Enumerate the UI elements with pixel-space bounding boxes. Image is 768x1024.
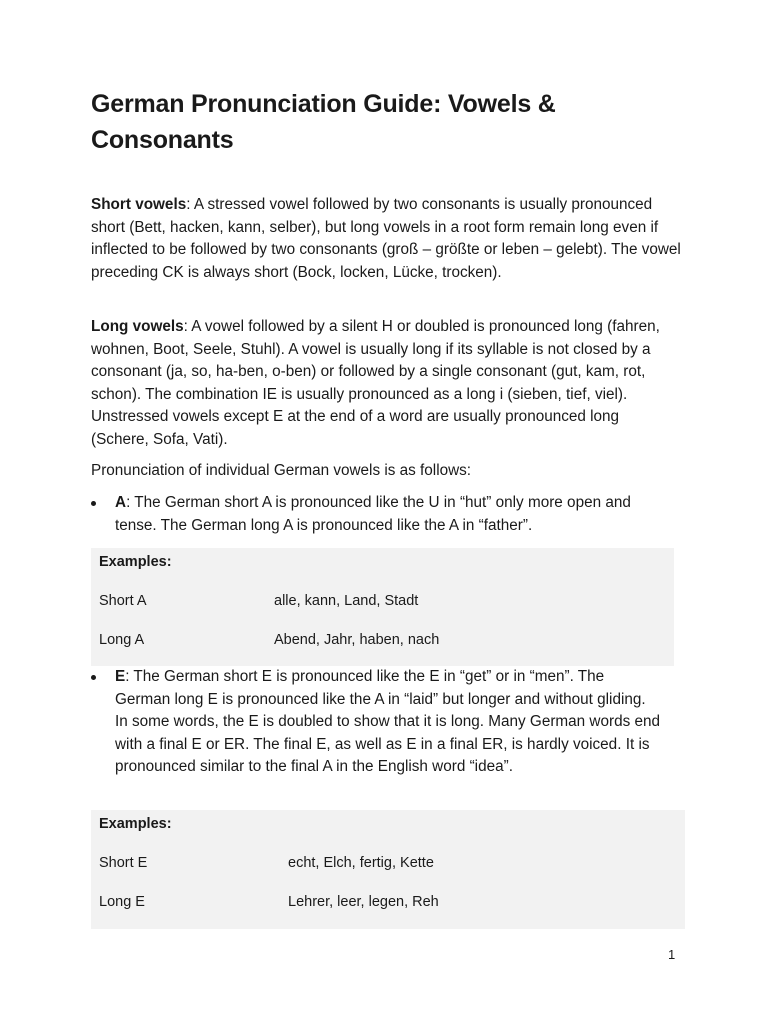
example-words: alle, kann, Land, Stadt (274, 593, 419, 609)
examples-box-e (91, 810, 685, 929)
page-number: 1 (668, 947, 676, 962)
example-words: Abend, Jahr, haben, nach (274, 632, 440, 648)
example-row (99, 894, 439, 910)
example-words: Lehrer, leer, legen, Reh (288, 894, 439, 910)
bullet-dot-icon (91, 501, 96, 506)
bullet-e-description: : The German short E is pronounced like the E in “get” or in “men”. The German long E is pronounced like the A in “laid” but longer and without gliding. In some words, the E is doubled to show that it is long. Many German words end with a final E or ER. The final E, as well as E in a final ER, is hardly voiced. It is pronounced similar to the final A in the English word “idea”. (115, 668, 661, 776)
short-vowels-paragraph (91, 194, 681, 284)
long-vowels-label: Long vowels (91, 318, 184, 335)
intro-paragraph: Pronunciation of individual German vowels is as follows: (91, 462, 472, 479)
bullet-e-text (115, 666, 661, 779)
long-vowels-paragraph (91, 316, 681, 452)
example-row (99, 593, 419, 609)
short-vowels-label: Short vowels (91, 196, 187, 213)
example-name: Short A (99, 593, 147, 609)
example-name: Long A (99, 632, 145, 648)
bullet-a-text (115, 492, 661, 537)
page-title: German Pronunciation Guide: Vowels & Consonants (91, 90, 556, 154)
example-name: Short E (99, 855, 148, 871)
bullet-a-label: A (115, 494, 127, 511)
example-words: echt, Elch, fertig, Kette (288, 855, 434, 871)
bullet-a-description: : The German short A is pronounced like the U in “hut” only more open and tense. The German long A is pronounced like the A in “father”. (115, 494, 631, 534)
examples-box-a (91, 548, 674, 666)
examples-heading: Examples: (99, 554, 172, 570)
bullet-e-label: E (115, 668, 126, 685)
long-vowels-text: : A vowel followed by a silent H or doubled is pronounced long (fahren, wohnen, Boot, Seele, Stuhl). A vowel is usually long if its syllable is not closed by a consonant (ja, so, ha-ben, o-ben) or followed by a single consonant (gut, kam, rot, schon). The combination IE is usually pronounced as a long i (sieben, tief, viel). Unstressed vowels except E at the end of a word are usually pronounced long (Schere, Sofa, Vati). (91, 318, 660, 448)
bullet-dot-icon (91, 675, 96, 680)
example-row (99, 632, 440, 648)
example-name: Long E (99, 894, 145, 910)
example-row (99, 855, 434, 871)
short-vowels-text: : A stressed vowel followed by two consonants is usually pronounced short (Bett, hacken, kann, selber), but long vowels in a root form remain long even if inflected to be followed by two consonants (groß – größte or leben – gelebt). The vowel preceding CK is always short (Bock, locken, Lücke, trocken). (91, 196, 681, 281)
examples-heading: Examples: (99, 816, 172, 832)
